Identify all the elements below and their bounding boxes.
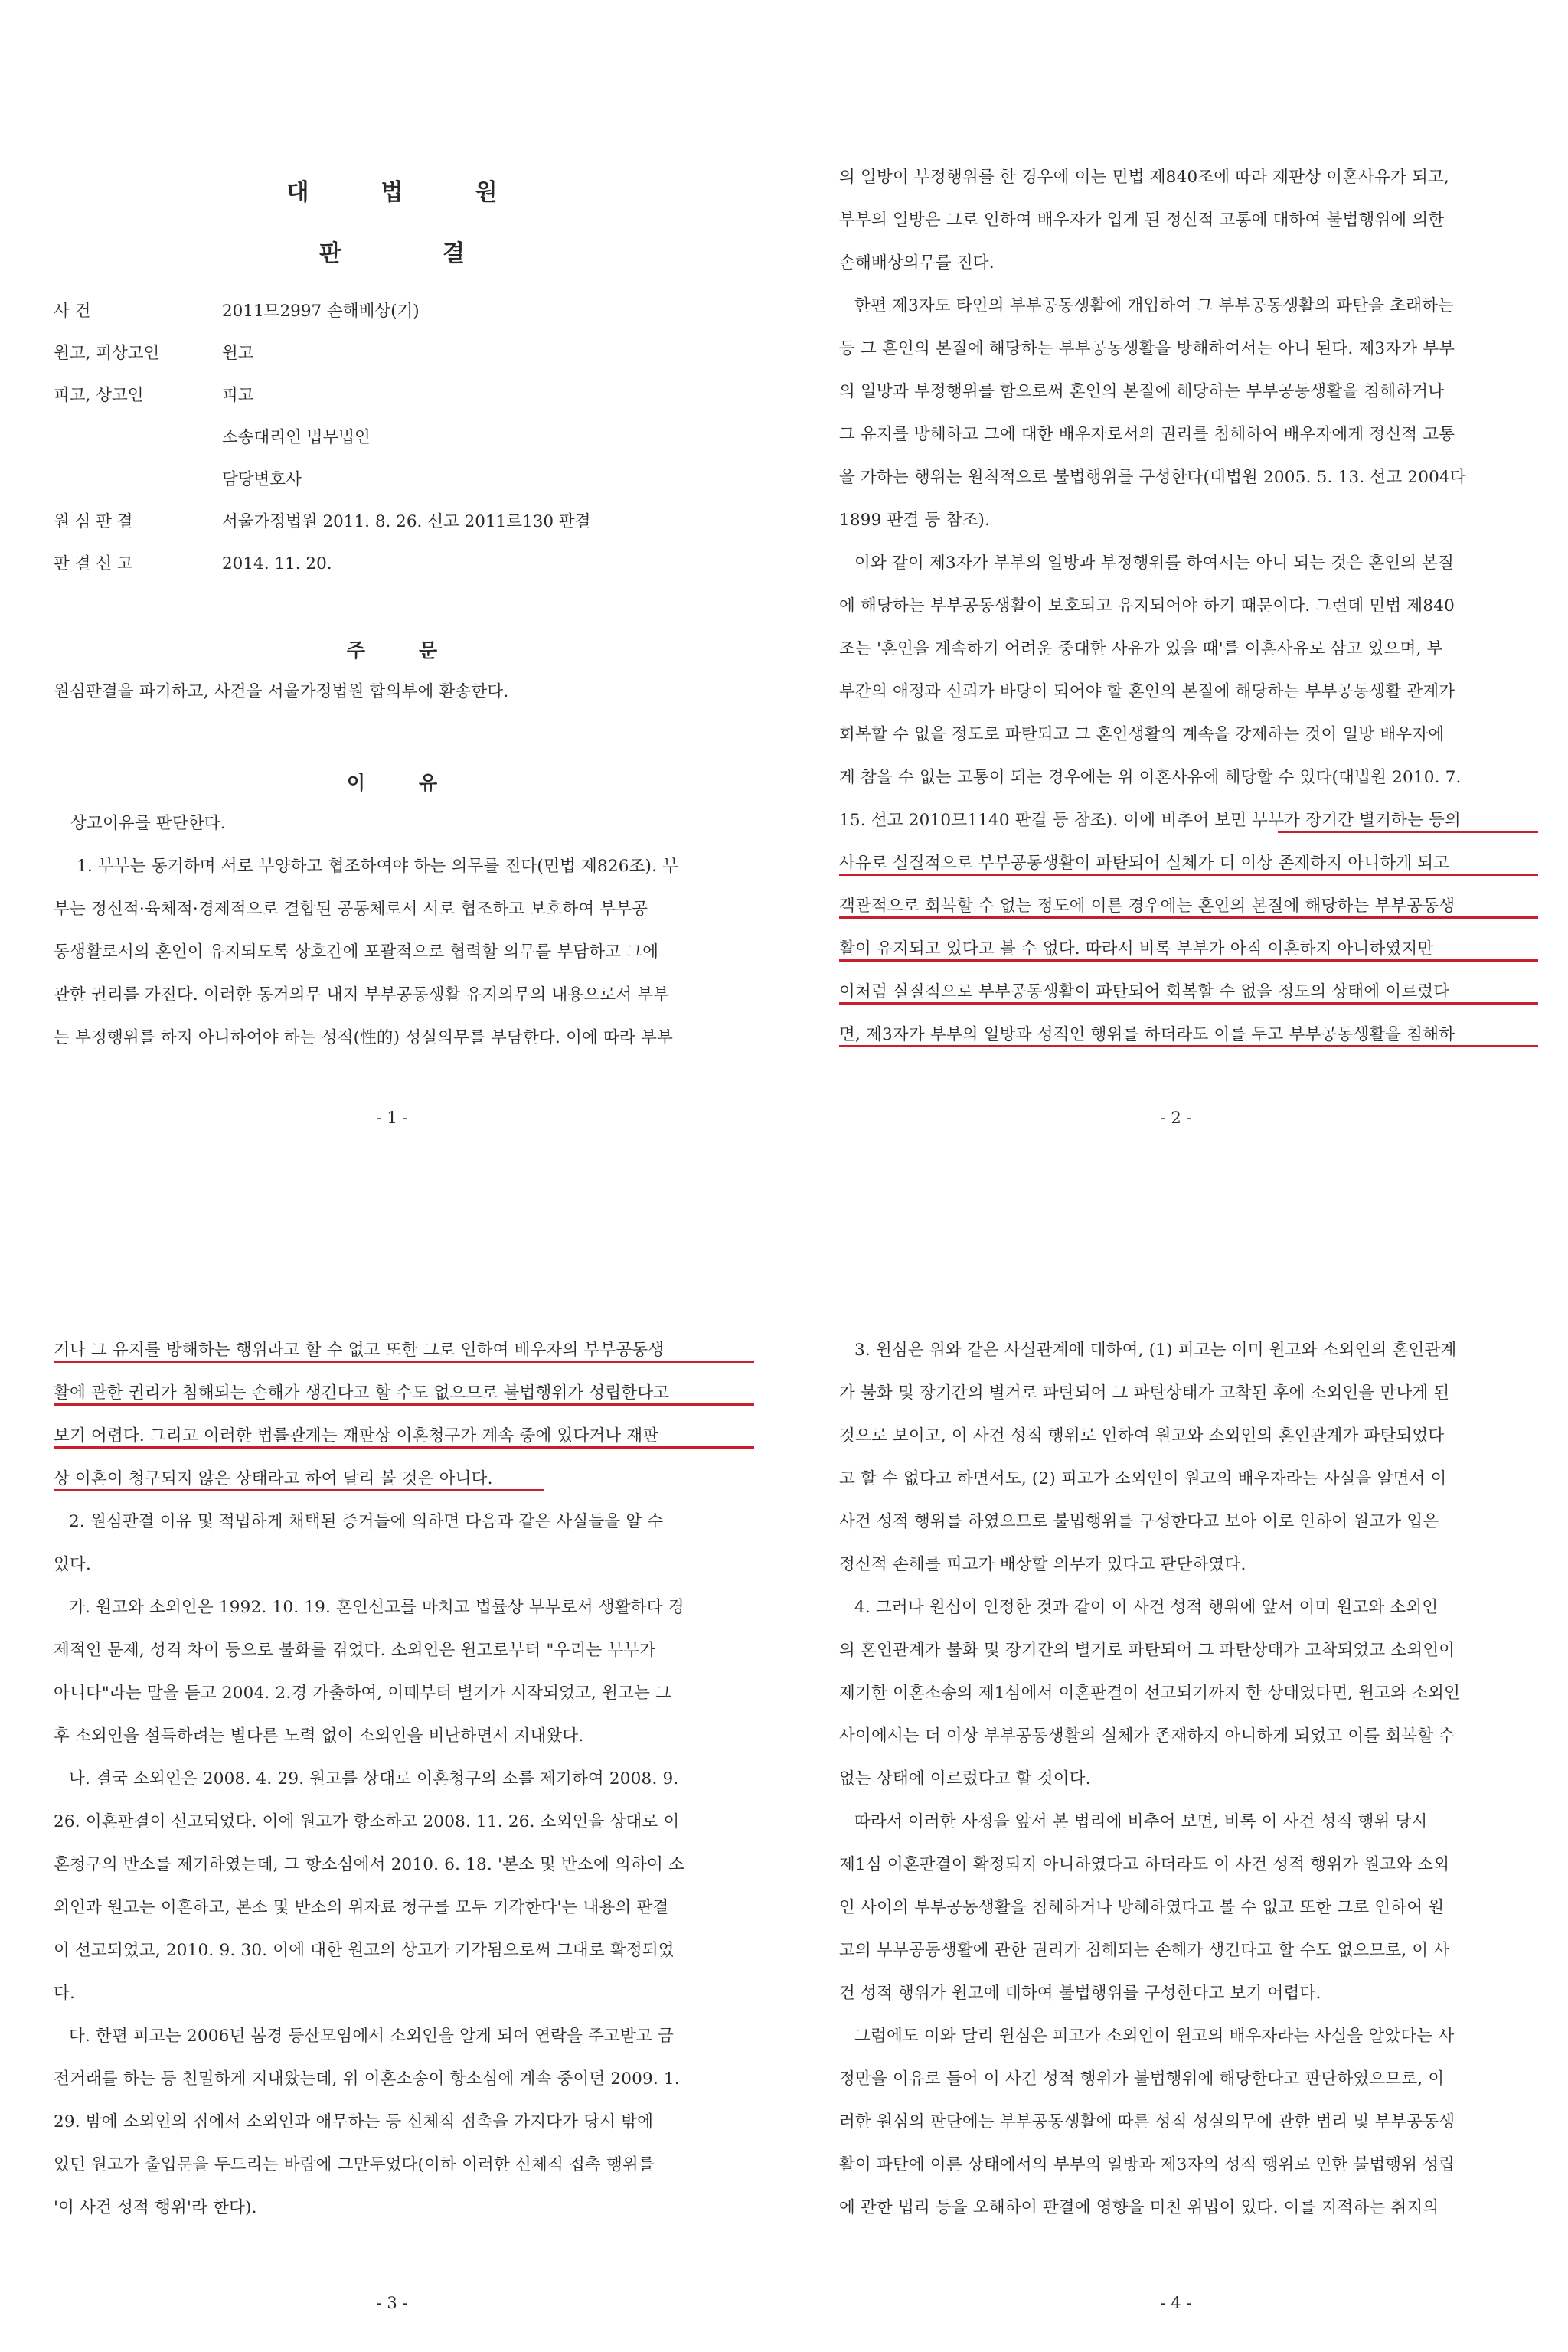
text-line: 관한 권리를 가진다. 이러한 동거의무 내지 부부공동생활 유지의무의 내용으로서 부부 [54,985,670,1004]
text-line: 손해배상의무를 진다. [839,253,995,273]
red-underline [839,1002,1538,1004]
text-line: 사건 성적 행위를 하였으므로 불법행위를 구성한다고 보아 이로 인하여 원고가 입은 [839,1512,1439,1531]
info-value: 서울가정법원 2011. 8. 26. 선고 2011르130 판결 [222,512,591,531]
text-line: 조는 '혼인을 계속하기 어려운 중대한 사유가 있을 때'를 이혼사유로 삼고 있으며, 부 [839,639,1443,658]
text-line: 2. 원심판결 이유 및 적법하게 채택된 증거들에 의하면 다음과 같은 사실들을 알 수 [69,1512,664,1531]
text-line: 의 일방이 부정행위를 한 경우에 이는 민법 제840조에 따라 재판상 이혼사유가 되고, [839,168,1450,187]
text-line: 이처럼 실질적으로 부부공동생활이 파탄되어 회복할 수 없을 정도의 상태에 이르렀다 [839,982,1450,1001]
text-line: 제기한 이혼소송의 제1심에서 이혼판결이 선고되기까지 한 상태였다면, 원고와 소외인 [839,1684,1461,1703]
order-heading: 주문 [346,639,492,662]
text-line: 을 가하는 행위는 원칙적으로 불법행위를 구성한다(대법원 2005. 5. 13. 선고 2004다 [839,468,1466,487]
text-line: 15. 선고 2010므1140 판결 등 참조). 이에 비추어 보면 부부가 장기간 별거하는 등의 [839,811,1462,830]
text-line: 에 관한 법리 등을 오해하여 판결에 영향을 미친 위법이 있다. 이를 지적하는 취지의 [839,2198,1439,2217]
text-line: 회복할 수 없을 정도로 파탄되고 그 혼인생활의 계속을 강제하는 것이 일방 배우자에 [839,725,1445,744]
text-line: 29. 밤에 소외인의 집에서 소외인과 애무하는 등 신체적 접촉을 가지다가 당시 밖에 [54,2112,654,2132]
text-line: 고 할 수 없다고 하면서도, (2) 피고가 소외인이 원고의 배우자라는 사실을 알면서 이 [839,1469,1447,1488]
text-line: 1899 판결 등 참조). [839,511,991,530]
page-number: - 1 - [376,1109,408,1127]
text-line: 활이 파탄에 이른 상태에서의 부부의 일방과 제3자의 성적 행위로 인한 불법행위 성립 [839,2155,1455,2174]
red-underline [839,959,1538,962]
text-line: 거나 그 유지를 방해하는 행위라고 할 수 없고 또한 그로 인하여 배우자의 부부공동생 [54,1341,665,1360]
text-line: 26. 이혼판결이 선고되었다. 이에 원고가 항소하고 2008. 11. 26. 소외인을 상대로 이 [54,1812,680,1831]
text-line: 인 사이의 부부공동생활을 침해하거나 방해하였다고 볼 수 없고 또한 그로 인하여 원 [839,1898,1445,1917]
reason-heading: 이유 [346,772,492,794]
text-line: 한편 제3자도 타인의 부부공동생활에 개입하여 그 부부공동생활의 파탄을 초래하는 [854,296,1455,315]
text-line: 부부의 일방은 그로 인하여 배우자가 입게 된 정신적 고통에 대하여 불법행위에 의한 [839,211,1445,230]
text-line: 다. 한편 피고는 2006년 봄경 등산모임에서 소외인을 알게 되어 연락을 주고받고 금 [69,2027,674,2046]
page-4 [784,1176,1568,2352]
text-line: 고의 부부공동생활에 관한 권리가 침해되는 손해가 생긴다고 할 수도 없으므로, 이 사 [839,1941,1450,1960]
text-line: 는 부정행위를 하지 아니하여야 하는 성적(性的) 성실의무를 부담한다. 이에 따라 부부 [54,1028,673,1047]
text-line: 사유로 실질적으로 부부공동생활이 파탄되어 실체가 더 이상 존재하지 아니하게 되고 [839,854,1450,873]
info-label: 피고, 상고인 [54,386,144,405]
text-line: 나. 결국 소외인은 2008. 4. 29. 원고를 상대로 이혼청구의 소를 제기하여 2008. 9. [69,1769,679,1788]
info-value: 소송대리인 법무법인 [222,428,371,447]
text-line: 의 일방과 부정행위를 함으로써 혼인의 본질에 해당하는 부부공동생활을 침해하거나 [839,382,1445,401]
page-number: - 2 - [1160,1109,1192,1127]
info-value: 2014. 11. 20. [222,554,332,573]
text-line: 후 소외인을 설득하려는 별다른 노력 없이 소외인을 비난하면서 지내왔다. [54,1726,584,1746]
text-line: 제적인 문제, 성격 차이 등으로 불화를 겪었다. 소외인은 원고로부터 "우리는 부부가 [54,1641,656,1660]
text-line: 부간의 애정과 신뢰가 바탕이 되어야 할 혼인의 본질에 해당하는 부부공동생활 관계가 [839,682,1455,701]
text-line: 가 불화 및 장기간의 별거로 파탄되어 그 파탄상태가 고착된 후에 소외인을 만나게 된 [839,1383,1450,1403]
red-underline [54,1446,754,1449]
info-label: 원 심 판 결 [54,512,133,531]
text-line: 동생활로서의 혼인이 유지되도록 상호간에 포괄적으로 협력할 의무를 부담하고 그에 [54,942,659,962]
text-line: 외인과 원고는 이혼하고, 본소 및 반소의 위자료 청구를 모두 기각한다'는 내용의 판결 [54,1898,669,1917]
text-line: 혼청구의 반소를 제기하였는데, 그 항소심에서 2010. 6. 18. '본소 및 반소에 의하여 소 [54,1855,684,1874]
text-line: 전거래를 하는 등 친밀하게 지내왔는데, 위 이혼소송이 항소심에 계속 중이던 2009. 1. [54,2069,680,2089]
text-line: 객관적으로 회복할 수 없는 정도에 이른 경우에는 혼인의 본질에 해당하는 부부공동생 [839,897,1455,916]
text-line: 이와 같이 제3자가 부부의 일방과 부정행위를 하여서는 아니 되는 것은 혼인의 본질 [854,554,1455,573]
red-underline [839,1045,1538,1047]
text-line: 등 그 혼인의 본질에 해당하는 부부공동생활을 방해하여서는 아니 된다. 제3자가 부부 [839,339,1455,358]
info-value: 담당변호사 [222,470,302,489]
text-line: 1. 부부는 동거하며 서로 부양하고 협조하여야 하는 의무를 진다(민법 제826조). 부 [77,857,679,876]
info-label: 판 결 선 고 [54,554,133,573]
info-value: 2011므2997 손해배상(기) [222,302,420,321]
text-line: 없는 상태에 이르렀다고 할 것이다. [839,1769,1091,1788]
text-line: 의 혼인관계가 불화 및 장기간의 별거로 파탄되어 그 파탄상태가 고착되었고 소외인이 [839,1641,1455,1660]
court-title: 대법원 [286,179,570,206]
text-line: 있다. [54,1555,91,1574]
red-underline [1278,831,1538,833]
text-line: 그 유지를 방해하고 그에 대한 배우자로서의 권리를 침해하여 배우자에게 정신적 고통 [839,425,1455,444]
text-line: 그럼에도 이와 달리 원심은 피고가 소외인이 원고의 배우자라는 사실을 알았다는 사 [854,2027,1455,2046]
red-underline [839,874,1538,876]
red-underline [54,1403,754,1406]
text-line: 활이 유지되고 있다고 볼 수 없다. 따라서 비록 부부가 아직 이혼하지 아니하였지만 [839,939,1434,959]
text-line: 아니다"라는 말을 듣고 2004. 2.경 가출하여, 이때부터 별거가 시작되었고, 원고는 그 [54,1684,672,1703]
text-line: 정만을 이유로 들어 이 사건 성적 행위가 불법행위에 해당한다고 판단하였으므로, 이 [839,2069,1445,2089]
text-line: 건 성적 행위가 원고에 대하여 불법행위를 구성한다고 보기 어렵다. [839,1984,1321,2003]
page-number: - 3 - [376,2294,408,2312]
text-line: 있던 원고가 출입문을 두드리는 바람에 그만두었다(이하 이러한 신체적 접촉 행위를 [54,2155,655,2174]
info-label: 원고, 피상고인 [54,344,160,363]
text-line: 것으로 보이고, 이 사건 성적 행위로 인하여 원고와 소외인의 혼인관계가 파탄되었다 [839,1426,1445,1446]
info-label: 사 건 [54,302,91,321]
text-line: 가. 원고와 소외인은 1992. 10. 19. 혼인신고를 마치고 법률상 부부로서 생활하다 경 [69,1598,684,1617]
page-1 [0,0,784,1176]
text-line: 4. 그러나 원심이 인정한 것과 같이 이 사건 성적 행위에 앞서 이미 원고와 소외인 [854,1598,1439,1617]
page-number: - 4 - [1160,2294,1192,2312]
text-line: 다. [54,1984,76,2003]
text-line: 에 해당하는 부부공동생활이 보호되고 유지되어야 하기 때문이다. 그런데 민법 제840 [839,596,1455,616]
info-value: 원고 [222,344,254,363]
text-line: '이 사건 성적 행위'라 한다). [54,2198,257,2217]
text-line: 부는 정신적·육체적·경제적으로 결합된 공동체로서 서로 협조하고 보호하여 부부공 [54,900,648,919]
page-3 [0,1176,784,2352]
info-value: 피고 [222,386,254,405]
judgment-title: 판결 [319,240,566,267]
text-line: 정신적 손해를 피고가 배상할 의무가 있다고 판단하였다. [839,1555,1246,1574]
red-underline [839,916,1538,919]
page-2 [784,0,1568,1176]
text-line: 러한 원심의 판단에는 부부공동생활에 따른 성적 성실의무에 관한 법리 및 부부공동생 [839,2112,1455,2132]
text-line: 제1심 이혼판결이 확정되지 아니하였다고 하더라도 이 사건 성적 행위가 원고와 소외 [839,1855,1450,1874]
text-line: 상 이혼이 청구되지 않은 상태라고 하여 달리 볼 것은 아니다. [54,1469,493,1488]
text-line: 이 선고되었고, 2010. 9. 30. 이에 대한 원고의 상고가 기각됨으로써 그대로 확정되었 [54,1941,675,1960]
text-line: 3. 원심은 위와 같은 사실관계에 대하여, (1) 피고는 이미 원고와 소외인의 혼인관계 [854,1341,1457,1360]
text-line: 사이에서는 더 이상 부부공동생활의 실체가 존재하지 아니하게 되었고 이를 회복할 수 [839,1726,1455,1746]
text-line: 게 참을 수 없는 고통이 되는 경우에는 위 이혼사유에 해당할 수 있다(대법원 2010. 7. [839,768,1462,787]
text-line: 면, 제3자가 부부의 일방과 성적인 행위를 하더라도 이를 두고 부부공동생활을 침해하 [839,1025,1455,1044]
text-line: 활에 관한 권리가 침해되는 손해가 생긴다고 할 수도 없으므로 불법행위가 성립한다고 [54,1383,670,1403]
order-text: 원심판결을 파기하고, 사건을 서울가정법원 합의부에 환송한다. [54,682,509,701]
red-underline [54,1489,544,1491]
text-line: 보기 어렵다. 그리고 이러한 법률관계는 재판상 이혼청구가 계속 중에 있다거나 재판 [54,1426,659,1446]
red-underline [54,1361,754,1363]
text-line: 상고이유를 판단한다. [70,814,226,833]
text-line: 따라서 이러한 사정을 앞서 본 법리에 비추어 보면, 비록 이 사건 성적 행위 당시 [854,1812,1428,1831]
